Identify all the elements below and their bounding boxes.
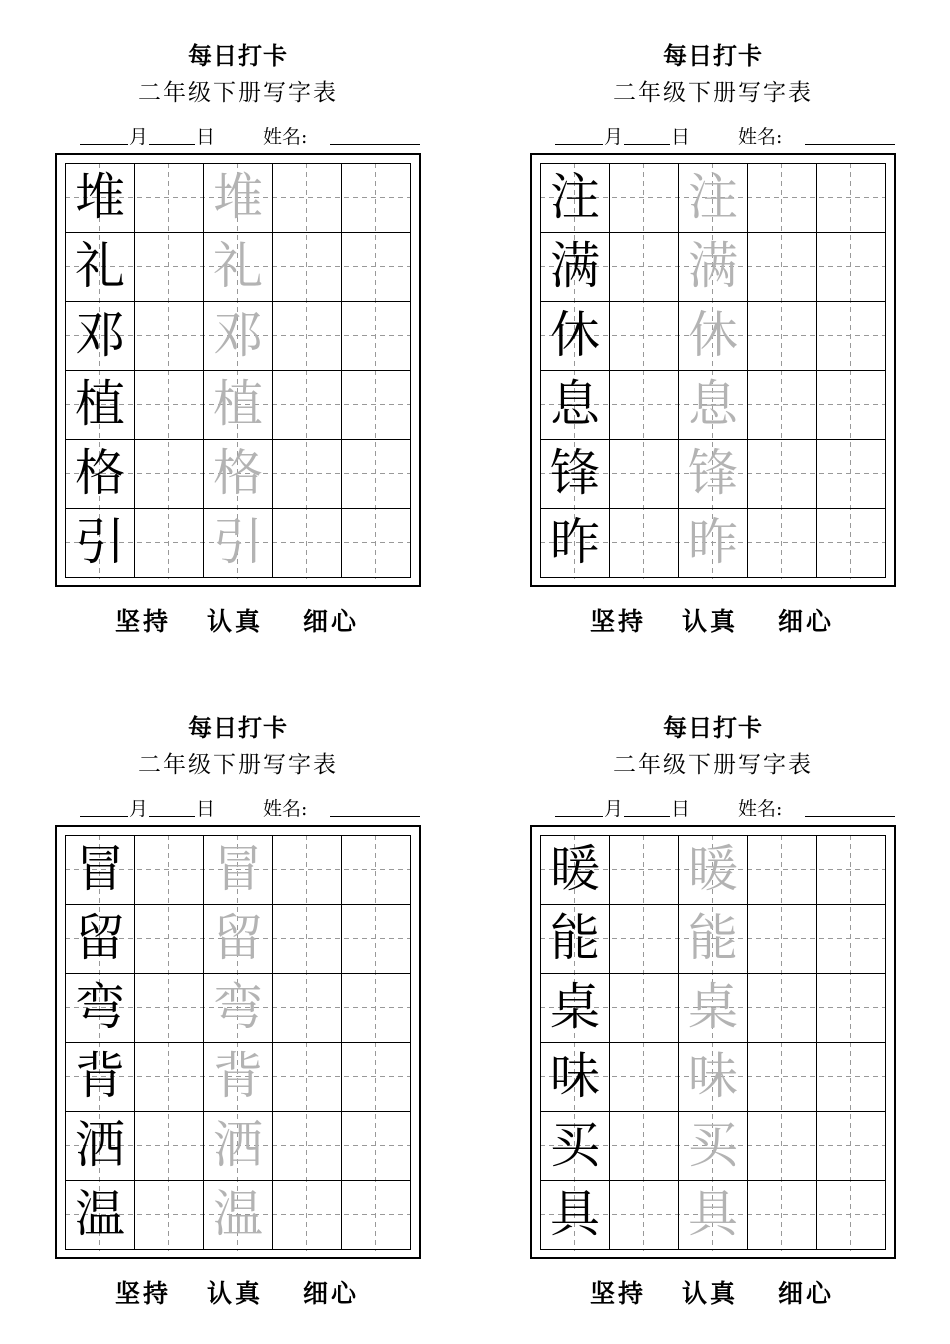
date-name-row — [55, 794, 421, 820]
trace-character: 具 — [688, 1185, 738, 1243]
day-blank[interactable] — [149, 816, 195, 817]
trace-character: 格 — [213, 444, 263, 502]
month-label: 月 — [604, 798, 624, 820]
trace-character: 弯 — [213, 978, 263, 1036]
date-name-row — [530, 122, 896, 148]
day-blank[interactable] — [149, 144, 195, 145]
model-character: 具 — [550, 1185, 600, 1243]
sheet-subtitle: 二年级下册写字表 — [138, 80, 338, 106]
month-blank[interactable] — [555, 144, 603, 145]
sheet-subtitle: 二年级下册写字表 — [613, 80, 813, 106]
model-character: 温 — [75, 1185, 125, 1243]
model-character: 味 — [550, 1047, 600, 1105]
motto-word: 坚持 — [115, 1279, 172, 1308]
motto-word: 坚持 — [590, 1279, 647, 1308]
model-character: 植 — [75, 375, 125, 433]
motto-word: 细心 — [303, 607, 360, 636]
model-character: 弯 — [75, 978, 125, 1036]
motto-word: 认真 — [682, 1279, 739, 1308]
month-label: 月 — [129, 798, 149, 820]
model-character: 昨 — [550, 513, 600, 571]
motto-word: 细心 — [303, 1279, 360, 1308]
model-character: 买 — [550, 1116, 600, 1174]
trace-character: 洒 — [213, 1116, 263, 1174]
day-blank[interactable] — [624, 816, 670, 817]
trace-character: 礼 — [213, 237, 263, 295]
trace-character: 桌 — [688, 978, 738, 1036]
motto-word: 认真 — [207, 607, 264, 636]
motto-word: 坚持 — [590, 607, 647, 636]
motto-word: 认真 — [682, 607, 739, 636]
month-label: 月 — [604, 126, 624, 148]
model-character: 留 — [75, 909, 125, 967]
trace-character: 温 — [213, 1185, 263, 1243]
model-character: 锋 — [550, 444, 600, 502]
day-label: 日 — [671, 798, 691, 820]
trace-character: 注 — [688, 168, 738, 226]
month-blank[interactable] — [80, 144, 128, 145]
writing-grid — [55, 153, 421, 587]
name-label: 姓名: — [738, 798, 783, 820]
sheet-title: 每日打卡 — [188, 41, 288, 70]
writing-grid — [530, 825, 896, 1259]
date-name-row — [55, 122, 421, 148]
trace-character: 冒 — [213, 840, 263, 898]
trace-character: 锋 — [688, 444, 738, 502]
day-label: 日 — [671, 126, 691, 148]
model-character: 背 — [75, 1047, 125, 1105]
name-blank[interactable] — [330, 144, 420, 145]
sheet-subtitle: 二年级下册写字表 — [138, 752, 338, 778]
name-label: 姓名: — [263, 126, 308, 148]
model-character: 满 — [550, 237, 600, 295]
writing-grid — [530, 153, 896, 587]
trace-character: 植 — [213, 375, 263, 433]
sheet-title: 每日打卡 — [188, 713, 288, 742]
month-blank[interactable] — [80, 816, 128, 817]
trace-character: 暖 — [688, 840, 738, 898]
sheet-title: 每日打卡 — [663, 41, 763, 70]
trace-character: 昨 — [688, 513, 738, 571]
model-character: 能 — [550, 909, 600, 967]
model-character: 邓 — [75, 306, 125, 364]
day-label: 日 — [196, 126, 216, 148]
trace-character: 背 — [213, 1047, 263, 1105]
trace-character: 留 — [213, 909, 263, 967]
motto-word: 坚持 — [115, 607, 172, 636]
motto-word: 细心 — [778, 607, 835, 636]
trace-character: 休 — [688, 306, 738, 364]
writing-grid — [55, 825, 421, 1259]
name-blank[interactable] — [805, 144, 895, 145]
model-character: 冒 — [75, 840, 125, 898]
name-label: 姓名: — [738, 126, 783, 148]
trace-character: 引 — [213, 513, 263, 571]
model-character: 暖 — [550, 840, 600, 898]
motto-word: 认真 — [207, 1279, 264, 1308]
model-character: 洒 — [75, 1116, 125, 1174]
model-character: 格 — [75, 444, 125, 502]
trace-character: 邓 — [213, 306, 263, 364]
month-blank[interactable] — [555, 816, 603, 817]
sheet-title: 每日打卡 — [663, 713, 763, 742]
trace-character: 味 — [688, 1047, 738, 1105]
model-character: 堆 — [75, 168, 125, 226]
day-label: 日 — [196, 798, 216, 820]
trace-character: 满 — [688, 237, 738, 295]
sheet-subtitle: 二年级下册写字表 — [613, 752, 813, 778]
trace-character: 能 — [688, 909, 738, 967]
model-character: 引 — [75, 513, 125, 571]
model-character: 注 — [550, 168, 600, 226]
month-label: 月 — [129, 126, 149, 148]
model-character: 休 — [550, 306, 600, 364]
name-blank[interactable] — [330, 816, 420, 817]
name-blank[interactable] — [805, 816, 895, 817]
motto-word: 细心 — [778, 1279, 835, 1308]
model-character: 桌 — [550, 978, 600, 1036]
trace-character: 买 — [688, 1116, 738, 1174]
day-blank[interactable] — [624, 144, 670, 145]
trace-character: 堆 — [213, 168, 263, 226]
trace-character: 息 — [688, 375, 738, 433]
date-name-row — [530, 794, 896, 820]
model-character: 礼 — [75, 237, 125, 295]
name-label: 姓名: — [263, 798, 308, 820]
model-character: 息 — [550, 375, 600, 433]
